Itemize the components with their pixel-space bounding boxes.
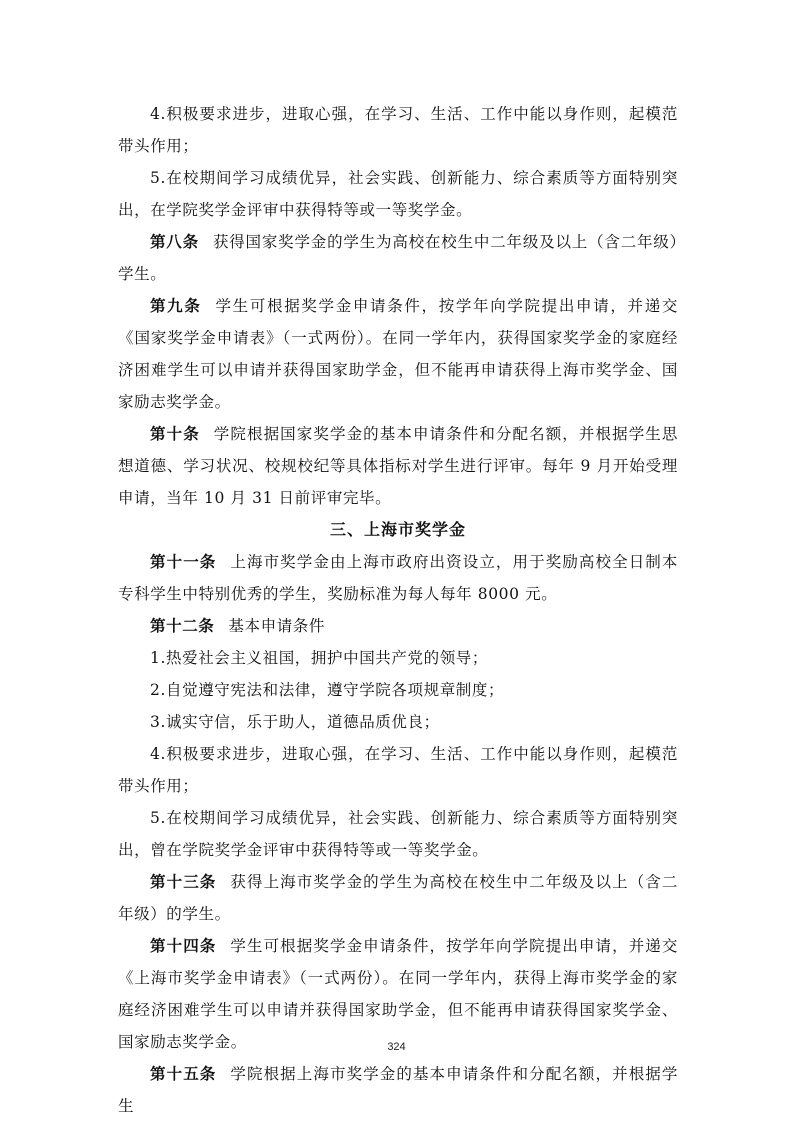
article-text: 学生可根据奖学金申请条件，按学年向学院提出申请，并递交《国家奖学金申请表》（一式两份）。在同一学年内，获得国家奖学金的家庭经济困难学生可以申请并获得国家助学金，但不能再申请获得上海市奖学金、国家励志奖学金。 xyxy=(118,297,678,411)
article-text: 学院根据上海市奖学金的基本申请条件和分配名额，并根据学生 xyxy=(118,1065,678,1115)
paragraph-item: 5.在校期间学习成绩优异，社会实践、创新能力、综合素质等方面特别突出，曾在学院奖学金评审中获得特等或一等奖学金。 xyxy=(118,809,678,859)
article-text: 学生可根据奖学金申请条件，按学年向学院提出申请，并递交《上海市奖学金申请表》（一式两份）。在同一学年内，获得上海市奖学金的家庭经济困难学生可以申请并获得国家助学金，但不能再申请获得国家奖学金、国家励志奖学金。 xyxy=(118,937,678,1051)
article-label: 第十五条 xyxy=(150,1064,217,1083)
paragraph-item: 4.积极要求进步，进取心强，在学习、生活、工作中能以身作则，起模范带头作用； xyxy=(118,745,678,795)
article-text: 基本申请条件 xyxy=(228,617,326,635)
article-paragraph xyxy=(118,610,678,642)
article-paragraph xyxy=(118,930,678,1058)
paragraph-item: 2.自觉遵守宪法和法律，遵守学院各项规章制度； xyxy=(150,681,505,699)
document-body xyxy=(118,98,678,1122)
paragraph-item: 3.诚实守信，乐于助人，道德品质优良； xyxy=(150,713,440,731)
article-label: 第十四条 xyxy=(150,936,217,955)
article-label: 第十一条 xyxy=(150,552,217,571)
article-label: 第十三条 xyxy=(150,872,217,891)
article-paragraph xyxy=(118,226,678,290)
article-paragraph xyxy=(118,290,678,418)
article-text: 获得上海市奖学金的学生为高校在校生中二年级及以上（含二年级）的学生。 xyxy=(118,873,678,923)
article-paragraph xyxy=(118,418,678,514)
paragraph-item: 4.积极要求进步，进取心强，在学习、生活、工作中能以身作则，起模范带头作用； xyxy=(118,105,678,155)
article-label: 第十条 xyxy=(150,424,200,443)
article-text: 获得国家奖学金的学生为高校在校生中二年级及以上（含二年级）学生。 xyxy=(118,233,678,283)
article-label: 第十二条 xyxy=(150,616,215,635)
section-heading: 三、上海市奖学金 xyxy=(329,520,466,539)
article-text: 学院根据国家奖学金的基本申请条件和分配名额，并根据学生思想道德、学习状况、校规校纪等具体指标对学生进行评审。每年 9 月开始受理申请，当年 10 月 31 日前评审完毕。 xyxy=(118,425,678,507)
article-text: 上海市奖学金由上海市政府出资设立，用于奖励高校全日制本专科学生中特别优秀的学生，奖励标准为每人每年 8000 元。 xyxy=(118,553,678,603)
article-paragraph xyxy=(118,1058,678,1122)
article-paragraph xyxy=(118,866,678,930)
article-paragraph xyxy=(118,546,678,610)
page-number: 324 xyxy=(387,1041,406,1053)
article-label: 第九条 xyxy=(150,296,202,315)
paragraph-item: 1.热爱社会主义祖国，拥护中国共产党的领导； xyxy=(150,649,488,667)
paragraph-item: 5.在校期间学习成绩优异，社会实践、创新能力、综合素质等方面特别突出，在学院奖学金评审中获得特等或一等奖学金。 xyxy=(118,169,678,219)
article-label: 第八条 xyxy=(150,232,199,251)
